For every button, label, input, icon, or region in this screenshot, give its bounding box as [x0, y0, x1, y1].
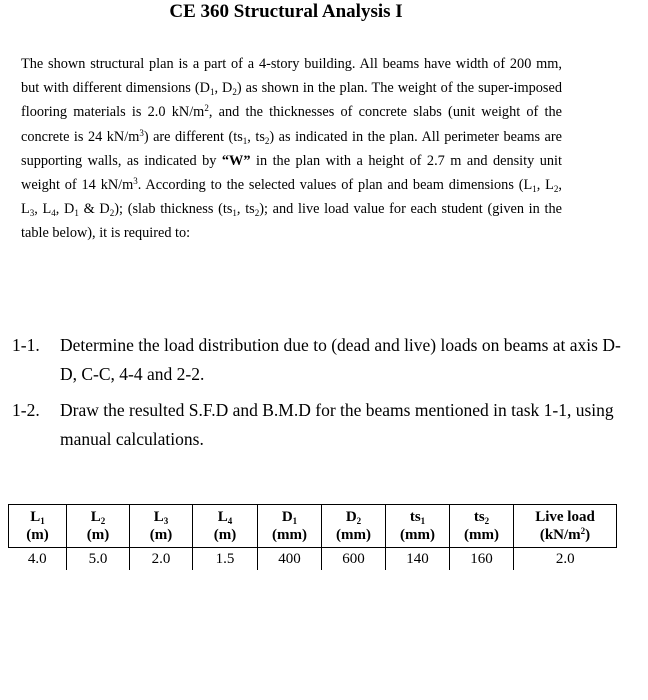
header-cell: $ts_1$ (mm) — [386, 505, 450, 548]
task-item — [12, 331, 622, 389]
value-cell: 4.0 — [27, 551, 47, 567]
header-cell: $L_4$ (m) — [193, 505, 258, 548]
header-cell: $L_3$ (m) — [130, 505, 193, 548]
intro-paragraph: The shown structural plan is a part of a 4-story building. All beams have width of 200 mm, but with different dimensions ($D_1$, $D_2$) as shown in the plan. The weight of the super-imposed flooring materials is 2.0 $kN/m^2$, and the thicknesses of concrete slabs (unit weight of the concrete is 24 $kN/m^3$) are different ($ts_1$, $ts_2$) as indicated in the plan. All perimeter beams are supporting walls, as indicated by “W” in the plan with a height of 2.7 m and density unit weight of 14 $kN/m^3$. According to the selected values of plan and beam dimensions ($L_1$, $L_2$, $L_3$, $L_4$, $D_1$ & $D_2$); (slab thickness ($ts_1$, $ts_2$); and live load value for each student (given in the table below), it is required to: — [21, 56, 563, 242]
page-title: CE 360 Structural Analysis I — [169, 1, 403, 22]
task-text: Draw the resulted S.F.D and B.M.D for the beams mentioned in task 1-1, using manual calculations. — [60, 400, 614, 449]
value-cell: 400 — [258, 548, 322, 571]
task-number: 1-1. — [12, 335, 40, 355]
header-cell: $L_1$ (m) — [9, 505, 67, 548]
value-cell: 140 — [386, 548, 450, 571]
task-list — [12, 331, 622, 461]
table-header-row — [9, 505, 617, 548]
parameter-table — [8, 504, 617, 570]
header-cell: $D_2$ (mm) — [322, 505, 386, 548]
value-cell: 5.0 — [67, 548, 130, 571]
task-number: 1-2. — [12, 400, 40, 420]
value-cell: 160 — [450, 548, 514, 571]
value-cell: 2.0 — [514, 548, 617, 571]
header-cell: $ts_2$ (mm) — [450, 505, 514, 548]
value-cell: 600 — [322, 548, 386, 571]
task-item — [12, 396, 622, 454]
value-cell: 1.5 — [193, 548, 258, 571]
value-cell: 2.0 — [130, 548, 193, 571]
header-cell: $L_2$ (m) — [67, 505, 130, 548]
header-cell: $D_1$ (mm) — [258, 505, 322, 548]
task-text: Determine the load distribution due to (dead and live) loads on beams at axis D-D, C-C, 4-4 and 2-2. — [60, 335, 621, 384]
header-cell: Live load $(kN/m^2)$ — [514, 505, 617, 548]
table-value-row — [9, 548, 617, 571]
